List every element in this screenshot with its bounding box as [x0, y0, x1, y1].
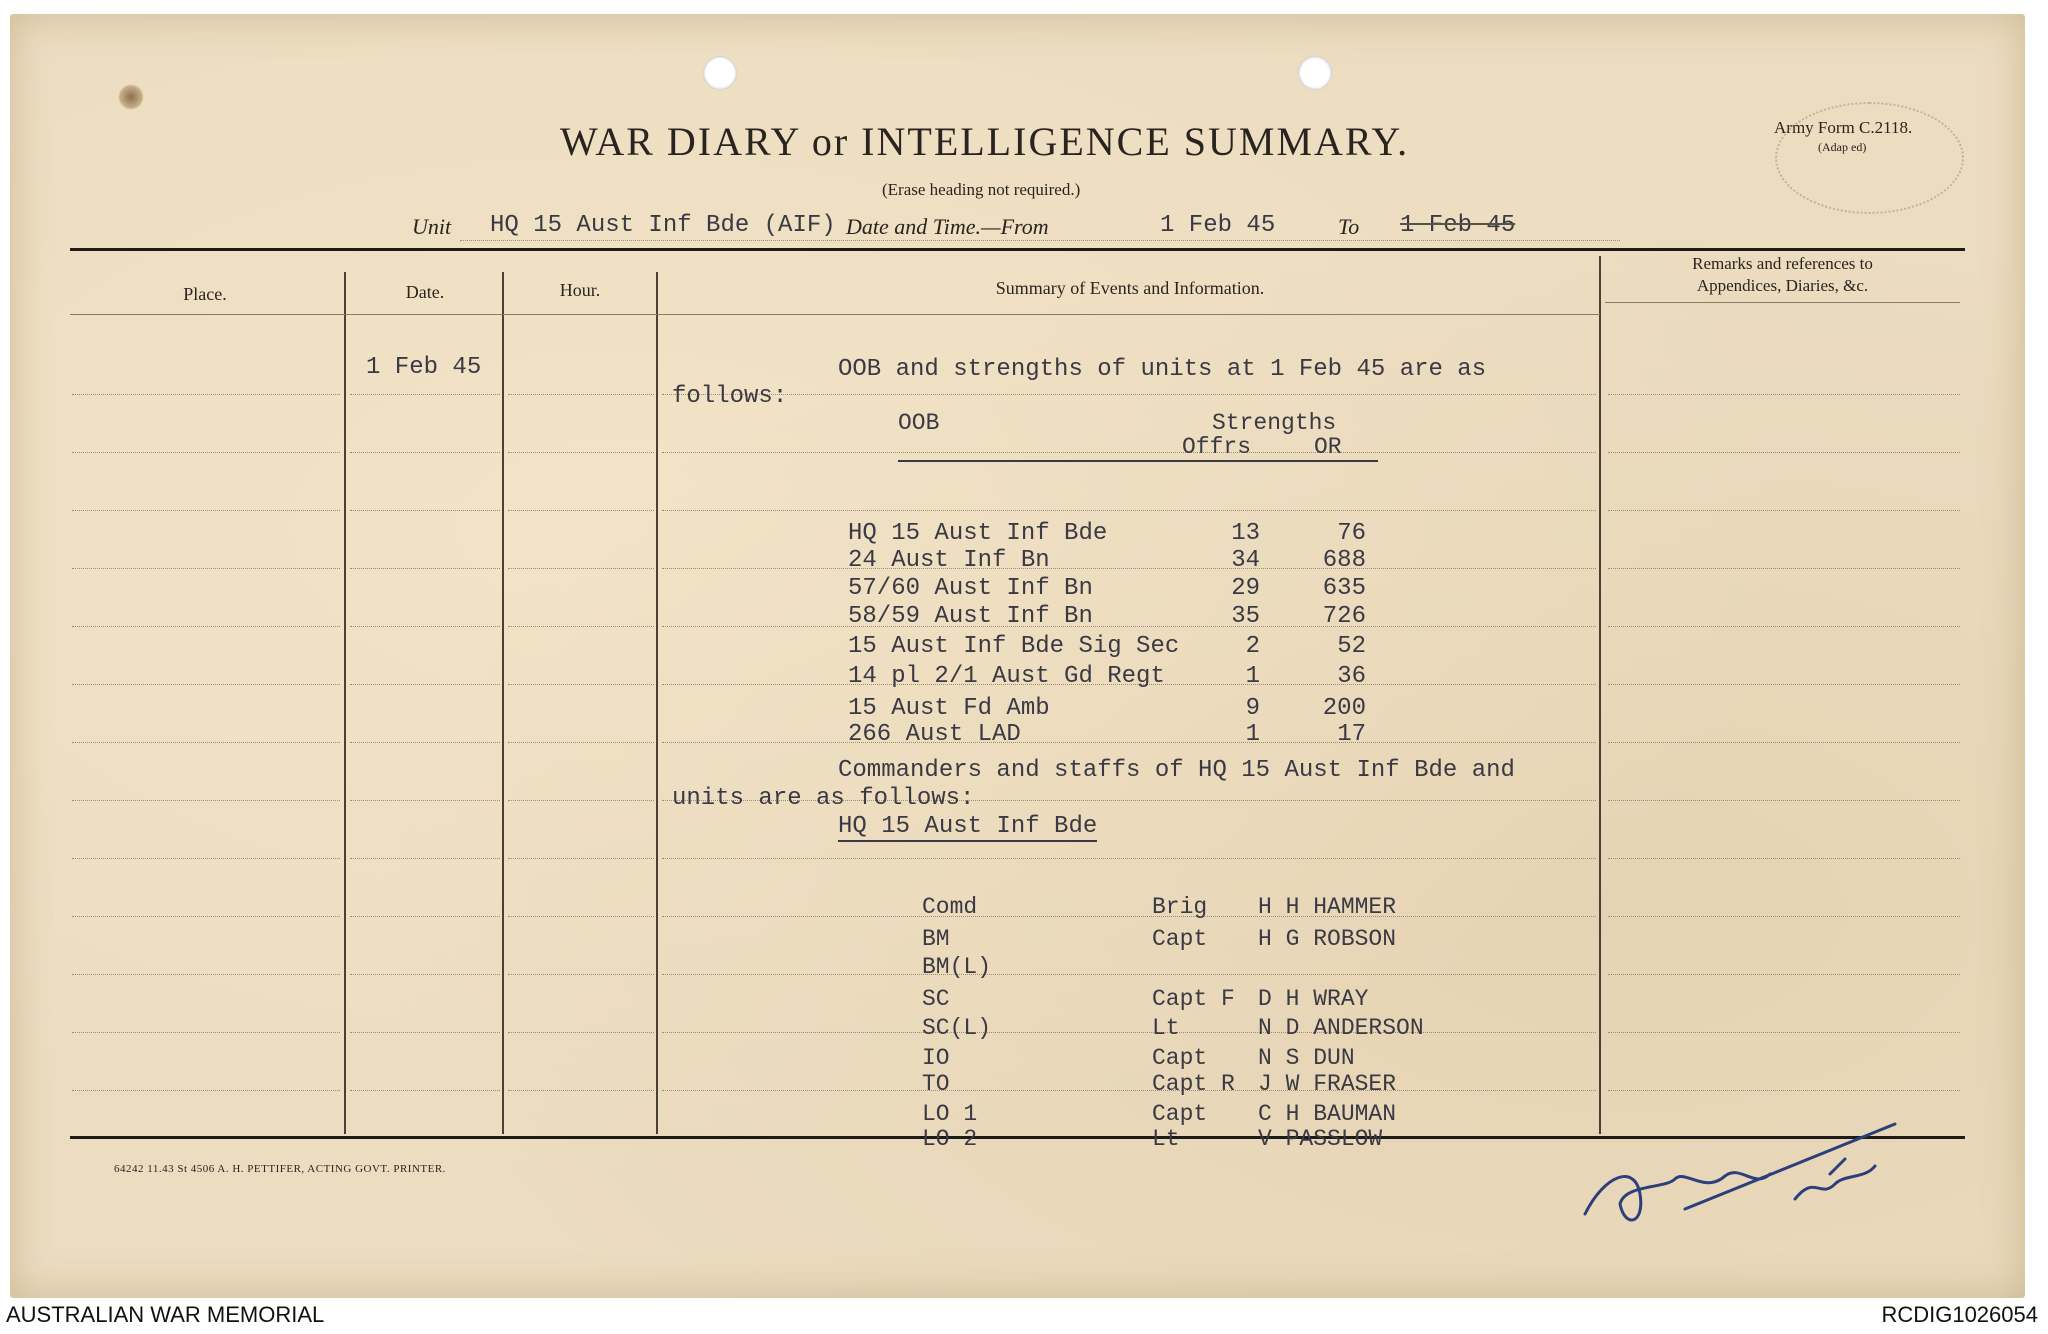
form-title: WAR DIARY or INTELLIGENCE SUMMARY. — [560, 119, 1410, 164]
punch-hole-left — [703, 56, 737, 90]
ruled-line — [72, 684, 340, 685]
date-time-label: Date and Time.—From — [846, 214, 1049, 239]
unit-offrs: 2 — [1245, 633, 1260, 660]
table-top-rule — [70, 248, 1965, 251]
ruled-line — [508, 974, 654, 975]
ruled-line — [1608, 1090, 1960, 1091]
date-from-value: 1 Feb 45 — [1160, 212, 1276, 239]
staff-rank: Capt F — [1152, 986, 1235, 1012]
unit-or: 635 — [1322, 575, 1366, 602]
staff-rank: Brig — [1152, 894, 1208, 920]
ruled-line — [662, 394, 1596, 395]
unit-name: 24 Aust Inf Bn — [848, 547, 1050, 574]
ruled-line — [350, 1032, 500, 1033]
unit-offrs: 1 — [1245, 663, 1260, 690]
staff-role: TO — [922, 1071, 950, 1097]
col-divider-place — [344, 272, 346, 1134]
staff-name: C H BAUMAN — [1258, 1101, 1397, 1127]
unit-offrs: 35 — [1231, 603, 1260, 630]
staff-role: SC(L) — [922, 1015, 992, 1041]
ruled-line — [72, 394, 340, 395]
ruled-line — [72, 1090, 340, 1091]
unit-or: 726 — [1322, 603, 1366, 630]
ruled-line — [350, 742, 500, 743]
unit-or: 76 — [1337, 520, 1366, 547]
ruled-line — [350, 626, 500, 627]
unit-or: 36 — [1337, 663, 1366, 690]
ruled-line — [662, 510, 1596, 511]
commanders-line-1: Commanders and staffs of HQ 15 Aust Inf Bde and — [838, 757, 1515, 784]
col-head-date: Date. — [405, 282, 445, 302]
col-divider-summary — [1599, 256, 1601, 1134]
ruled-line — [72, 1032, 340, 1033]
ruled-line — [508, 510, 654, 511]
ruled-line — [72, 974, 340, 975]
col-head-place: Place. — [183, 284, 227, 304]
unit-or: 17 — [1337, 721, 1366, 748]
unit-offrs: 1 — [1245, 721, 1260, 748]
staff-role: LO 2 — [922, 1126, 978, 1152]
ruled-line — [1608, 626, 1960, 627]
col-divider-date — [502, 272, 504, 1134]
ruled-line — [350, 452, 500, 453]
staff-role: BM — [922, 926, 950, 952]
ruled-line — [508, 916, 654, 917]
archive-footer — [0, 1298, 2048, 1334]
staff-role: BM(L) — [922, 954, 992, 980]
col-head-remarks-1: Remarks and references to — [1692, 254, 1873, 273]
date-to-label: To — [1338, 214, 1360, 239]
ruled-line — [508, 568, 654, 569]
col-divider-hour — [656, 272, 658, 1134]
unit-dotted-line — [460, 240, 1620, 241]
ruled-line — [1608, 568, 1960, 569]
staff-name: J W FRASER — [1258, 1071, 1397, 1097]
ruled-line — [72, 626, 340, 627]
ruled-line — [508, 684, 654, 685]
remarks-header-underline — [1605, 302, 1960, 303]
col-head-summary: Summary of Events and Information. — [995, 278, 1265, 298]
ruled-line — [1608, 974, 1960, 975]
ruled-line — [350, 974, 500, 975]
intro-line-2: follows: — [672, 383, 788, 410]
unit-name: 14 pl 2/1 Aust Gd Regt — [848, 663, 1165, 690]
army-form-number: Army Form C.2118. — [1774, 118, 1913, 137]
ruled-line — [1608, 916, 1960, 917]
faded-stamp — [1775, 102, 1964, 214]
unit-offrs: 9 — [1245, 695, 1260, 722]
rust-stain — [118, 84, 144, 110]
staff-rank: Capt — [1152, 1045, 1208, 1071]
ruled-line — [662, 568, 1596, 569]
ruled-line — [1608, 510, 1960, 511]
strengths-header: Strengths — [1212, 410, 1337, 436]
staff-rank: Capt R — [1152, 1071, 1235, 1097]
ruled-line — [1608, 800, 1960, 801]
staff-name: D H WRAY — [1258, 986, 1369, 1012]
ruled-line — [508, 452, 654, 453]
ruled-line — [662, 974, 1596, 975]
commanders-line-2: units are as follows: — [672, 785, 975, 812]
staff-name: H H HAMMER — [1258, 894, 1397, 920]
ruled-line — [662, 1090, 1596, 1091]
unit-name: 57/60 Aust Inf Bn — [848, 575, 1093, 602]
archive-id: RCDIG1026054 — [1881, 1302, 2038, 1327]
unit-offrs: 34 — [1231, 547, 1260, 574]
ruled-line — [662, 858, 1596, 859]
ruled-line — [662, 1032, 1596, 1033]
unit-value: HQ 15 Aust Inf Bde (AIF) — [490, 212, 836, 239]
archive-name: AUSTRALIAN WAR MEMORIAL — [6, 1302, 325, 1327]
date-to-value: 1 Feb 45 — [1400, 212, 1516, 239]
ruled-line — [1608, 394, 1960, 395]
ruled-line — [508, 800, 654, 801]
hq-heading: HQ 15 Aust Inf Bde — [838, 813, 1098, 840]
unit-name: 266 Aust LAD — [848, 721, 1021, 748]
ruled-line — [1608, 452, 1960, 453]
ruled-line — [350, 684, 500, 685]
ruled-line — [508, 742, 654, 743]
ruled-line — [350, 510, 500, 511]
punch-hole-right — [1298, 56, 1332, 90]
unit-name: 15 Aust Fd Amb — [848, 695, 1050, 722]
ruled-line — [72, 568, 340, 569]
staff-role: LO 1 — [922, 1101, 978, 1127]
unit-or: 52 — [1337, 633, 1366, 660]
staff-name: H G ROBSON — [1258, 926, 1397, 952]
staff-name: N D ANDERSON — [1258, 1015, 1424, 1041]
header-underline — [70, 314, 1600, 315]
unit-label: Unit — [412, 214, 452, 239]
ruled-line — [662, 452, 1596, 453]
ruled-line — [662, 742, 1596, 743]
signature — [1565, 1104, 1905, 1244]
ruled-line — [508, 1090, 654, 1091]
ruled-line — [350, 800, 500, 801]
army-form-adapted: (Adap ed) — [1818, 140, 1867, 154]
ruled-line — [508, 1032, 654, 1033]
ruled-line — [350, 394, 500, 395]
ruled-line — [1608, 742, 1960, 743]
entry-date: 1 Feb 45 — [366, 354, 482, 381]
unit-name: 58/59 Aust Inf Bn — [848, 603, 1093, 630]
ruled-line — [662, 626, 1596, 627]
ruled-line — [350, 858, 500, 859]
ruled-line — [350, 916, 500, 917]
ruled-line — [1608, 684, 1960, 685]
offrs-header: Offrs — [1182, 434, 1252, 460]
staff-rank: Lt — [1152, 1126, 1180, 1152]
staff-name: N S DUN — [1258, 1045, 1355, 1071]
unit-offrs: 13 — [1231, 520, 1260, 547]
ruled-line — [1608, 1032, 1960, 1033]
staff-role: IO — [922, 1045, 950, 1071]
ruled-line — [72, 510, 340, 511]
staff-name: V PASSLOW — [1258, 1126, 1383, 1152]
oob-header-underline — [898, 460, 1378, 462]
staff-rank: Lt — [1152, 1015, 1180, 1041]
ruled-line — [662, 916, 1596, 917]
or-header: OR — [1314, 434, 1342, 460]
staff-role: Comd — [922, 894, 978, 920]
unit-offrs: 29 — [1231, 575, 1260, 602]
staff-rank: Capt — [1152, 926, 1208, 952]
ruled-line — [72, 858, 340, 859]
ruled-line — [508, 858, 654, 859]
unit-or: 688 — [1322, 547, 1366, 574]
ruled-line — [72, 800, 340, 801]
intro-line-1: OOB and strengths of units at 1 Feb 45 are as — [838, 356, 1487, 383]
ruled-line — [72, 742, 340, 743]
war-diary-sheet — [10, 14, 2025, 1298]
printer-imprint: 64242 11.43 St 4506 A. H. PETTIFER, ACTING GOVT. PRINTER. — [114, 1163, 446, 1175]
ruled-line — [72, 452, 340, 453]
ruled-line — [350, 568, 500, 569]
unit-name: HQ 15 Aust Inf Bde — [848, 520, 1108, 547]
col-head-hour: Hour. — [559, 280, 601, 300]
ruled-line — [1608, 858, 1960, 859]
unit-name: 15 Aust Inf Bde Sig Sec — [848, 633, 1180, 660]
ruled-line — [508, 626, 654, 627]
staff-role: SC — [922, 986, 950, 1012]
form-subtitle: (Erase heading not required.) — [882, 180, 1081, 199]
ruled-line — [72, 916, 340, 917]
ruled-line — [350, 1090, 500, 1091]
col-head-remarks-2: Appendices, Diaries, &c. — [1696, 276, 1869, 295]
ruled-line — [508, 394, 654, 395]
staff-rank: Capt — [1152, 1101, 1208, 1127]
oob-header: OOB — [898, 410, 940, 436]
unit-or: 200 — [1322, 695, 1366, 722]
